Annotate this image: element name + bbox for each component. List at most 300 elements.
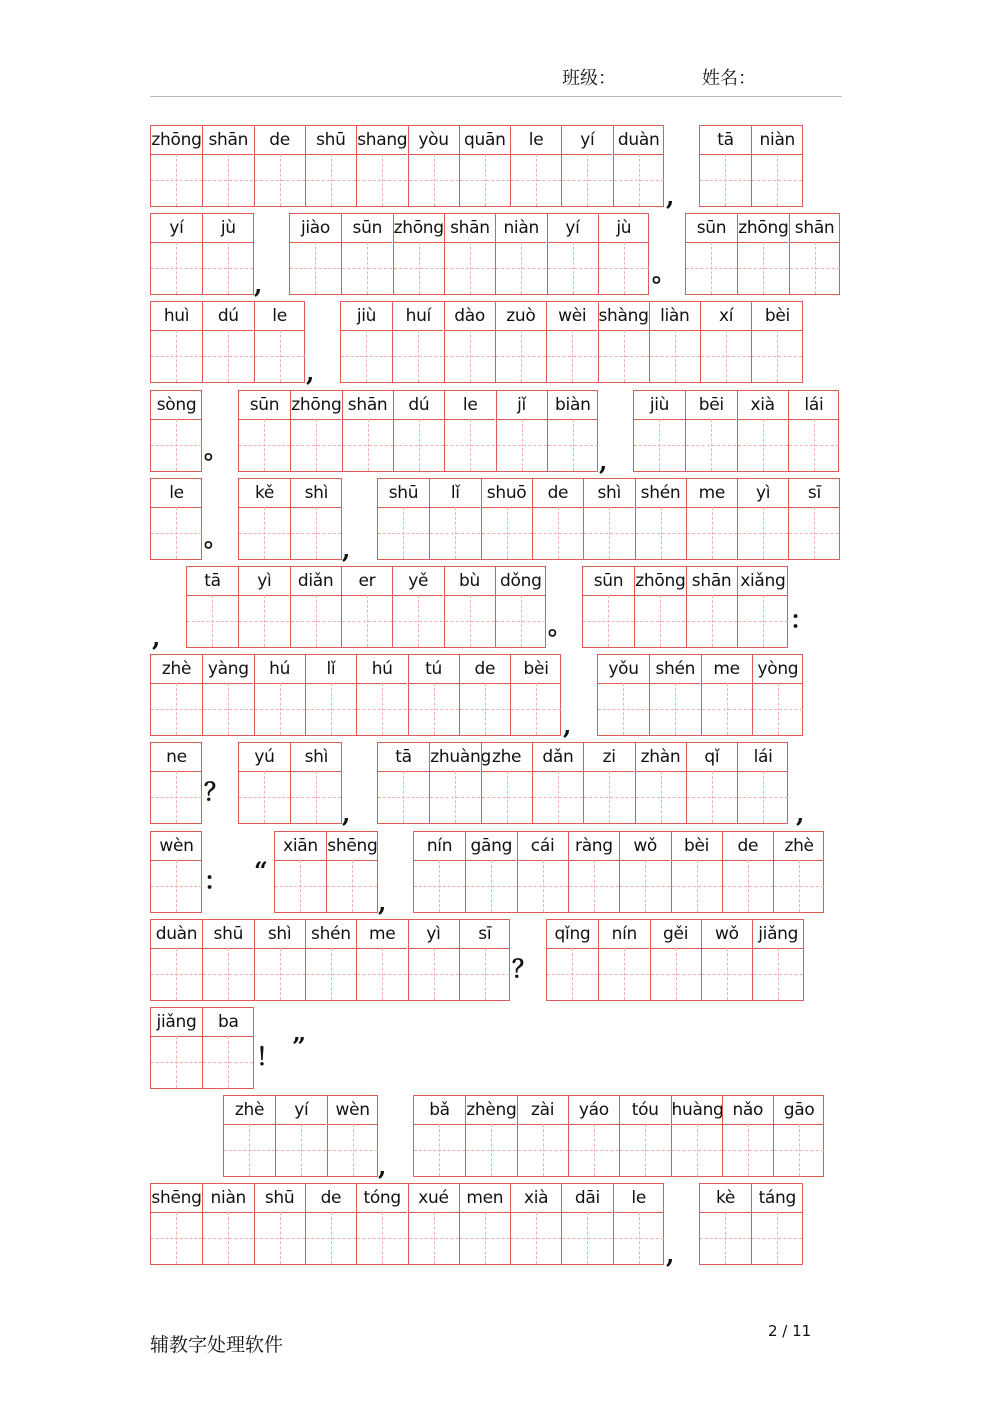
writing-cell[interactable] (151, 479, 202, 559)
writing-cell[interactable] (414, 1096, 465, 1176)
grid-guide-line (725, 1212, 726, 1264)
grid-guide-line (521, 595, 522, 647)
writing-cell[interactable] (444, 391, 495, 471)
writing-row (0, 390, 992, 478)
writing-cell[interactable] (495, 302, 546, 382)
pinyin-syllable: lǐ (326, 659, 336, 680)
writing-cell[interactable] (356, 920, 407, 1000)
writing-cell[interactable] (722, 832, 773, 912)
pinyin-syllable: tóu (631, 1100, 659, 1121)
grid-guide-line (434, 948, 435, 1000)
pinyin-syllable: me (368, 923, 396, 944)
writing-cell[interactable] (151, 126, 202, 206)
grid-guide-line (507, 771, 508, 823)
writing-cell[interactable] (686, 214, 737, 294)
writing-cell[interactable] (685, 391, 736, 471)
grid-guide-line (176, 1036, 177, 1088)
writing-cell[interactable] (254, 1184, 305, 1264)
writing-cell[interactable] (151, 391, 202, 471)
writing-cell[interactable] (393, 391, 444, 471)
writing-cell[interactable] (701, 920, 752, 1000)
pinyin-syllable: zhè (161, 659, 192, 680)
pinyin-syllable: le (631, 1188, 646, 1209)
writing-cell[interactable] (547, 214, 598, 294)
grid-guide-line (661, 507, 662, 559)
writing-cell[interactable] (408, 655, 459, 735)
writing-cell[interactable] (751, 1184, 802, 1264)
grid-guide-line (176, 1212, 177, 1264)
pinyin-syllable: xué (418, 1188, 449, 1209)
pinyin-syllable: zhōng (393, 218, 444, 239)
grid-guide-line (778, 683, 779, 735)
writing-cell[interactable] (151, 655, 202, 735)
grid-guide-line (228, 1036, 229, 1088)
grid-guide-line (264, 419, 265, 471)
pinyin-syllable: shén (640, 482, 681, 503)
writing-cell[interactable] (686, 479, 737, 559)
writing-cell[interactable] (239, 743, 290, 823)
grid-guide-line (815, 242, 816, 294)
punctuation-mark: 。 (652, 258, 676, 288)
pinyin-syllable: sī (807, 482, 821, 503)
writing-cell[interactable] (341, 302, 392, 382)
grid-guide-line (777, 1212, 778, 1264)
writing-cell[interactable] (392, 567, 443, 647)
writing-cell[interactable] (378, 479, 429, 559)
grid-guide-line (624, 242, 625, 294)
writing-cell[interactable] (459, 920, 510, 1000)
writing-cell[interactable] (202, 214, 253, 294)
writing-cell[interactable] (305, 920, 356, 1000)
writing-cell[interactable] (224, 1096, 275, 1176)
writing-cell[interactable] (290, 743, 341, 823)
writing-cell[interactable] (202, 126, 253, 206)
character-grid-block (150, 831, 202, 913)
writing-row (0, 566, 992, 654)
writing-cell[interactable] (788, 479, 839, 559)
grid-guide-line (609, 771, 610, 823)
writing-cell[interactable] (459, 126, 510, 206)
grid-guide-line (639, 1212, 640, 1264)
grid-guide-line (521, 242, 522, 294)
pinyin-syllable: yáo (578, 1100, 609, 1121)
pinyin-syllable: lái (804, 394, 824, 415)
writing-cell[interactable] (459, 1184, 510, 1264)
writing-cell[interactable] (598, 920, 649, 1000)
writing-cell[interactable] (305, 126, 356, 206)
writing-cell[interactable] (686, 567, 737, 647)
pinyin-syllable: zhàn (640, 747, 681, 768)
pinyin-syllable: shén (311, 923, 351, 944)
grid-guide-line (645, 860, 646, 912)
pinyin-syllable: lǐ (450, 482, 460, 503)
punctuation-mark: , (666, 182, 675, 211)
writing-cell[interactable] (635, 743, 686, 823)
grid-guide-line (711, 419, 712, 471)
writing-cell[interactable] (752, 655, 803, 735)
writing-cell[interactable] (634, 391, 685, 471)
grid-guide-line (609, 507, 610, 559)
grid-guide-line (558, 507, 559, 559)
pinyin-syllable: sūn (593, 571, 624, 591)
pinyin-syllable: le (462, 394, 478, 415)
writing-cell[interactable] (378, 743, 429, 823)
writing-cell[interactable] (495, 567, 546, 647)
pinyin-syllable: er (358, 571, 376, 591)
writing-cell[interactable] (239, 391, 290, 471)
grid-guide-line (228, 330, 229, 382)
character-grid-block (582, 566, 788, 648)
pinyin-syllable: shì (304, 747, 329, 768)
writing-cell[interactable] (598, 655, 649, 735)
writing-cell[interactable] (254, 920, 305, 1000)
pinyin-syllable: zhōng (738, 218, 789, 239)
grid-guide-line (799, 1124, 800, 1176)
pinyin-syllable: tā (395, 747, 412, 768)
pinyin-syllable: de (474, 659, 496, 680)
pinyin-syllable: dǎn (542, 747, 574, 768)
punctuation-mark: , (563, 711, 572, 741)
grid-guide-line (778, 948, 779, 1000)
writing-cell[interactable] (305, 655, 356, 735)
writing-cell[interactable] (789, 214, 840, 294)
writing-cell[interactable] (290, 479, 341, 559)
grid-guide-line (536, 1212, 537, 1264)
grid-guide-line (176, 330, 177, 382)
writing-cell[interactable] (737, 743, 788, 823)
writing-cell[interactable] (773, 832, 824, 912)
grid-guide-line (331, 683, 332, 735)
pinyin-syllable: cái (530, 835, 555, 856)
pinyin-syllable: le (272, 306, 287, 327)
character-grid-block (150, 213, 254, 295)
pinyin-syllable: qǐ (704, 747, 720, 768)
writing-cell[interactable] (788, 391, 839, 471)
pinyin-syllable: dǒng (500, 571, 542, 591)
grid-guide-line (434, 154, 435, 206)
writing-cell[interactable] (649, 655, 700, 735)
pinyin-syllable: yú (254, 747, 275, 768)
writing-cell[interactable] (465, 1096, 516, 1176)
punctuation-mark: , (342, 799, 351, 829)
writing-cell[interactable] (773, 1096, 824, 1176)
pinyin-syllable: shì (597, 482, 621, 503)
pinyin-syllable: kě (254, 482, 275, 503)
writing-cell[interactable] (444, 214, 495, 294)
writing-cell[interactable] (202, 920, 253, 1000)
writing-cell[interactable] (700, 1184, 751, 1264)
pinyin-syllable: quān (464, 130, 506, 150)
writing-cell[interactable] (671, 1096, 722, 1176)
writing-cell[interactable] (408, 920, 459, 1000)
writing-cell[interactable] (275, 1096, 326, 1176)
grid-guide-line (228, 1212, 229, 1264)
pinyin-syllable: zhè (784, 835, 814, 856)
grid-guide-line (176, 683, 177, 735)
pinyin-syllable: de (547, 482, 569, 503)
grid-guide-line (264, 771, 265, 823)
grid-guide-line (418, 330, 419, 382)
grid-guide-line (485, 683, 486, 735)
grid-guide-line (712, 507, 713, 559)
writing-cell[interactable] (341, 214, 392, 294)
grid-guide-line (573, 242, 574, 294)
grid-guide-line (491, 1124, 492, 1176)
writing-cell[interactable] (737, 479, 788, 559)
writing-cell[interactable] (613, 1184, 664, 1264)
writing-cell[interactable] (444, 302, 495, 382)
writing-cell[interactable] (290, 567, 341, 647)
pinyin-syllable: le (528, 130, 544, 150)
pinyin-syllable: le (169, 482, 184, 503)
pinyin-syllable: shén (655, 659, 696, 680)
writing-cell[interactable] (202, 655, 253, 735)
grid-guide-line (572, 948, 573, 1000)
writing-cell[interactable] (568, 1096, 619, 1176)
character-grid-block (597, 654, 803, 736)
writing-cell[interactable] (393, 214, 444, 294)
grid-guide-line (176, 948, 177, 1000)
writing-cell[interactable] (700, 126, 751, 206)
writing-cell[interactable] (583, 567, 634, 647)
writing-row (0, 125, 992, 213)
pinyin-syllable: de (737, 835, 759, 856)
writing-cell[interactable] (751, 126, 802, 206)
character-grid-block (223, 1095, 378, 1177)
writing-cell[interactable] (239, 479, 290, 559)
pinyin-syllable: zhuàng (430, 747, 491, 768)
writing-cell[interactable] (751, 302, 802, 382)
grid-guide-line (249, 1124, 250, 1176)
writing-cell[interactable] (356, 126, 407, 206)
pinyin-syllable: dú (217, 306, 239, 327)
grid-guide-line (763, 595, 764, 647)
writing-cell[interactable] (568, 832, 619, 912)
grid-guide-line (439, 860, 440, 912)
writing-cell[interactable] (465, 832, 516, 912)
grid-guide-line (814, 507, 815, 559)
writing-cell[interactable] (517, 832, 568, 912)
writing-cell[interactable] (481, 479, 532, 559)
writing-cell[interactable] (722, 1096, 773, 1176)
character-grid-block (546, 919, 804, 1001)
writing-cell[interactable] (254, 655, 305, 735)
grid-guide-line (726, 330, 727, 382)
writing-row (0, 1095, 992, 1183)
writing-cell[interactable] (510, 1184, 561, 1264)
footer-software-name: 辅教字处理软件 (150, 1334, 284, 1356)
writing-cell[interactable] (686, 743, 737, 823)
header-divider (150, 96, 842, 97)
writing-cell[interactable] (649, 302, 700, 382)
writing-cell[interactable] (392, 302, 443, 382)
writing-cell[interactable] (634, 567, 685, 647)
character-grid-block (274, 831, 378, 913)
writing-cell[interactable] (151, 832, 202, 912)
writing-cell[interactable] (619, 832, 670, 912)
writing-cell[interactable] (187, 567, 238, 647)
writing-cell[interactable] (737, 214, 788, 294)
writing-cell[interactable] (752, 920, 803, 1000)
pinyin-syllable: tú (425, 659, 442, 680)
punctuation-mark: ！ (256, 1042, 280, 1071)
grid-guide-line (228, 154, 229, 206)
pinyin-syllable: bèi (523, 659, 549, 680)
pinyin-syllable: gāng (470, 835, 513, 856)
character-grid-block (377, 478, 840, 560)
character-grid-block (289, 213, 649, 295)
pinyin-syllable: jiǎng (758, 923, 799, 944)
grid-guide-line (315, 242, 316, 294)
writing-cell[interactable] (342, 391, 393, 471)
writing-cell[interactable] (356, 1184, 407, 1264)
writing-cell[interactable] (635, 479, 686, 559)
writing-cell[interactable] (429, 743, 491, 823)
writing-cell[interactable] (737, 567, 788, 647)
punctuation-mark: 。 (204, 522, 228, 552)
character-grid-block (699, 125, 803, 207)
grid-guide-line (212, 595, 213, 647)
writing-cell[interactable] (510, 655, 561, 735)
grid-guide-line (403, 771, 404, 823)
pinyin-syllable: jiào (300, 218, 331, 239)
writing-cell[interactable] (619, 1096, 670, 1176)
writing-row (0, 654, 992, 742)
writing-cell[interactable] (341, 567, 392, 647)
pinyin-syllable: bù (459, 571, 480, 591)
writing-cell[interactable] (495, 214, 546, 294)
grid-guide-line (455, 771, 456, 823)
pinyin-syllable: de (269, 130, 290, 150)
writing-row (0, 301, 992, 389)
writing-cell[interactable] (598, 214, 649, 294)
pinyin-syllable: biàn (555, 394, 591, 415)
grid-guide-line (624, 330, 625, 382)
writing-cell[interactable] (583, 743, 634, 823)
grid-guide-line (403, 507, 404, 559)
writing-row (0, 831, 992, 919)
writing-cell[interactable] (496, 391, 547, 471)
pinyin-syllable: bǎ (429, 1100, 450, 1121)
pinyin-syllable: huàng (671, 1100, 724, 1121)
writing-cell[interactable] (408, 1184, 459, 1264)
writing-cell[interactable] (290, 214, 341, 294)
grid-guide-line (639, 154, 640, 206)
writing-cell[interactable] (547, 391, 598, 471)
writing-cell[interactable] (414, 832, 465, 912)
pinyin-syllable: sī (478, 923, 492, 944)
writing-cell[interactable] (561, 126, 612, 206)
writing-cell[interactable] (583, 479, 634, 559)
writing-cell[interactable] (151, 302, 202, 382)
pinyin-syllable: shēng (327, 835, 378, 856)
pinyin-syllable: shū (213, 923, 244, 944)
writing-cell[interactable] (202, 1008, 253, 1088)
writing-cell[interactable] (305, 1184, 356, 1264)
pinyin-syllable: shì (304, 482, 329, 503)
character-grid-block (238, 390, 598, 472)
pinyin-syllable: jù (220, 218, 236, 239)
grid-guide-line (418, 595, 419, 647)
writing-cell[interactable] (671, 832, 722, 912)
writing-cell[interactable] (151, 1184, 202, 1264)
writing-cell[interactable] (532, 479, 583, 559)
character-grid-block (413, 831, 824, 913)
character-grid-block (150, 301, 305, 383)
punctuation-mark: 。 (548, 611, 572, 640)
pinyin-syllable: zhe (491, 747, 522, 768)
writing-cell[interactable] (481, 743, 532, 823)
pinyin-syllable: yǒu (608, 659, 639, 680)
writing-cell[interactable] (275, 832, 326, 912)
writing-cell[interactable] (202, 302, 253, 382)
writing-cell[interactable] (701, 655, 752, 735)
grid-guide-line (777, 154, 778, 206)
writing-cell[interactable] (700, 302, 751, 382)
writing-cell[interactable] (510, 126, 561, 206)
writing-cell[interactable] (546, 302, 597, 382)
grid-guide-line (522, 419, 523, 471)
pinyin-syllable: zi (602, 747, 616, 768)
grid-guide-line (675, 683, 676, 735)
grid-guide-line (419, 242, 420, 294)
writing-cell[interactable] (151, 214, 202, 294)
grid-guide-line (594, 1124, 595, 1176)
writing-cell[interactable] (561, 1184, 612, 1264)
grid-guide-line (799, 860, 800, 912)
grid-guide-line (470, 595, 471, 647)
writing-cell[interactable] (356, 655, 407, 735)
writing-cell[interactable] (547, 920, 598, 1000)
grid-guide-line (228, 242, 229, 294)
pinyin-syllable: jiù (649, 394, 670, 415)
pinyin-syllable: shū (316, 130, 346, 150)
pinyin-syllable: zhōng (635, 571, 686, 591)
writing-cell[interactable] (532, 743, 583, 823)
writing-cell[interactable] (238, 567, 289, 647)
writing-cell[interactable] (151, 1008, 202, 1088)
writing-cell[interactable] (459, 655, 510, 735)
writing-cell[interactable] (408, 126, 459, 206)
pinyin-syllable: hú (269, 659, 291, 680)
writing-cell[interactable] (650, 920, 701, 1000)
grid-guide-line (382, 154, 383, 206)
character-grid-block (150, 1183, 664, 1265)
writing-cell[interactable] (613, 126, 664, 206)
writing-cell[interactable] (202, 1184, 253, 1264)
pinyin-syllable: ràng (575, 835, 613, 856)
punctuation-mark: ： (790, 605, 814, 634)
writing-cell[interactable] (254, 126, 305, 206)
writing-cell[interactable] (444, 567, 495, 647)
punctuation-mark: , (378, 887, 387, 917)
writing-cell[interactable] (151, 743, 202, 823)
writing-cell[interactable] (429, 479, 480, 559)
page-indicator: 2 / 11 (768, 1322, 812, 1340)
writing-cell[interactable] (517, 1096, 568, 1176)
writing-cell[interactable] (326, 832, 377, 912)
writing-cell[interactable] (290, 391, 341, 471)
writing-cell[interactable] (737, 391, 788, 471)
writing-cell[interactable] (151, 920, 202, 1000)
writing-cell[interactable] (598, 302, 649, 382)
writing-cell[interactable] (327, 1096, 378, 1176)
grid-guide-line (777, 330, 778, 382)
grid-guide-line (676, 948, 677, 1000)
grid-guide-line (727, 683, 728, 735)
pinyin-syllable: xí (719, 306, 734, 327)
writing-cell[interactable] (254, 302, 305, 382)
